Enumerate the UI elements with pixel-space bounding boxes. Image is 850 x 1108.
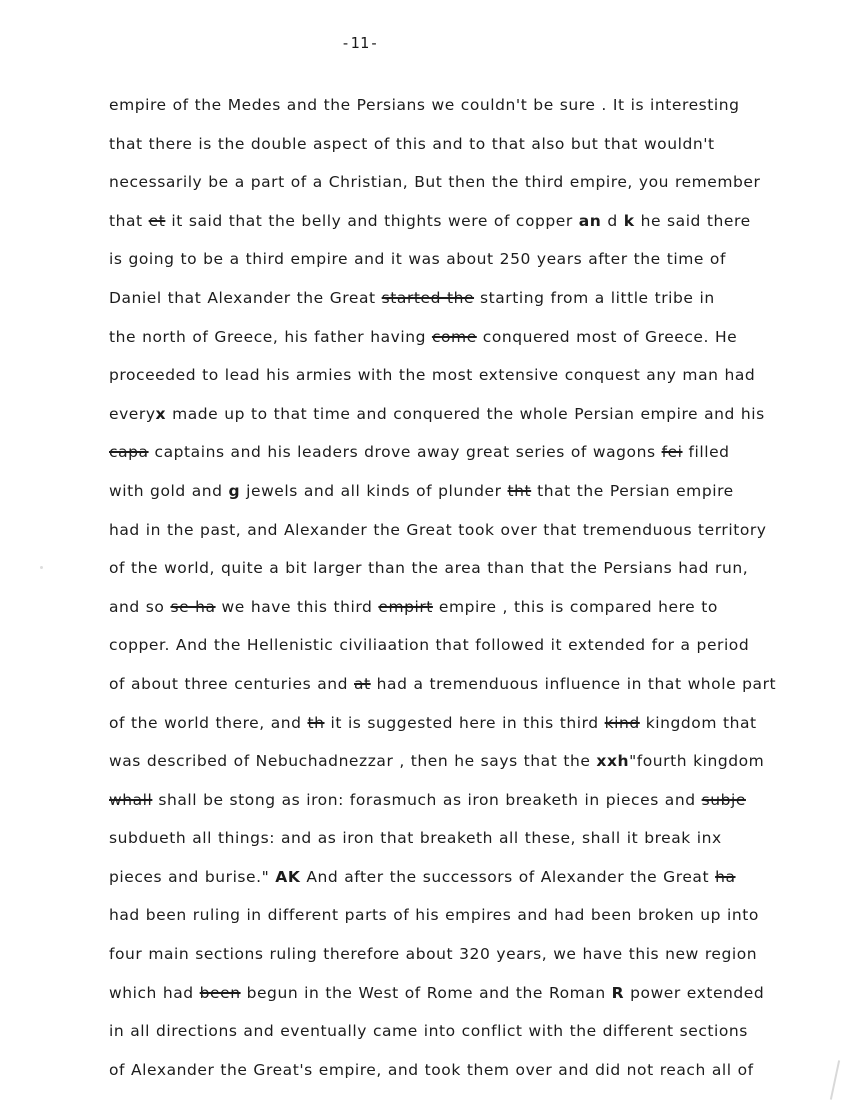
struck-text: th xyxy=(307,713,325,732)
struck-text: empirt xyxy=(378,597,433,616)
text-segment: we have this third xyxy=(215,597,379,616)
text-line xyxy=(109,671,789,710)
struck-text: tht xyxy=(507,481,532,500)
text-segment: of the world, quite a bit larger than the area than that the Persians had run, xyxy=(109,559,749,578)
text-segment: the north of Greece, his father having xyxy=(109,327,432,346)
text-segment: proceeded to lead his armies with the most extensive conquest any man had xyxy=(109,366,756,385)
text-segment: with gold and xyxy=(109,481,229,500)
text-segment: "fourth kingdom xyxy=(629,752,765,771)
text-line xyxy=(109,825,789,864)
struck-text: se ha xyxy=(170,597,216,616)
text-segment: of the world there, and xyxy=(109,713,308,732)
text-segment: made up to that time and conquered the whole Persian empire and his xyxy=(166,404,765,423)
text-segment: that the Persian empire xyxy=(531,481,734,500)
text-line xyxy=(109,864,789,903)
text-segment: necessarily be a part of a Christian, But then the third empire, you remember xyxy=(109,173,761,192)
text-line xyxy=(109,208,789,247)
struck-text: whall xyxy=(109,790,153,809)
text-segment: subdueth all things: and as iron that breaketh all these, shall it break inx xyxy=(109,829,722,848)
text-line xyxy=(109,632,789,671)
text-segment: filled xyxy=(682,443,730,462)
text-line xyxy=(109,555,789,594)
text-segment: d xyxy=(601,211,624,230)
text-segment: every xyxy=(109,404,156,423)
stray-mark xyxy=(40,566,43,569)
overtyped-text: g xyxy=(228,481,241,500)
struck-text: ha xyxy=(715,867,736,886)
struck-text: capa xyxy=(109,443,149,462)
overtyped-text: k xyxy=(623,211,635,230)
body-paragraph xyxy=(109,92,789,1095)
text-segment: was described of Nebuchadnezzar , then he says that the xyxy=(109,752,597,771)
text-segment: starting from a little tribe in xyxy=(474,288,715,307)
text-segment: which had xyxy=(109,983,200,1002)
struck-text: kind xyxy=(604,713,640,732)
text-line xyxy=(109,748,789,787)
text-segment: he said there xyxy=(634,211,751,230)
text-line xyxy=(109,902,789,941)
text-line xyxy=(109,362,789,401)
text-segment: had in the past, and Alexander the Great took over that tremenduous territory xyxy=(109,520,767,539)
text-line xyxy=(109,478,789,517)
text-segment: in all directions and eventually came into conflict with the different sections xyxy=(109,1022,748,1041)
text-line xyxy=(109,941,789,980)
text-segment: had been ruling in different parts of his empires and had been broken up into xyxy=(109,906,759,925)
text-line xyxy=(109,594,789,633)
margin-pencil-mark xyxy=(830,1060,840,1100)
struck-text: started the xyxy=(381,288,475,307)
text-line xyxy=(109,710,789,749)
text-segment: copper. And the Hellenistic civiliaation that followed it extended for a period xyxy=(109,636,750,655)
overtyped-text: x xyxy=(155,404,167,423)
text-segment: of about three centuries and xyxy=(109,674,354,693)
text-line xyxy=(109,517,789,556)
text-segment: is going to be a third empire and it was about 250 years after the time of xyxy=(109,250,726,269)
text-segment: empire of the Medes and the Persians we couldn't be sure . It is interesting xyxy=(109,96,740,114)
overtyped-text: an xyxy=(578,211,602,230)
text-segment: kingdom that xyxy=(639,713,757,732)
text-line xyxy=(109,246,789,285)
overtyped-text: AK xyxy=(275,867,301,886)
text-line xyxy=(109,787,789,826)
text-line xyxy=(109,439,789,478)
struck-text: at xyxy=(354,674,371,693)
text-segment: shall be stong as iron: forasmuch as iron breaketh in pieces and xyxy=(152,790,702,809)
text-line xyxy=(109,1057,789,1096)
text-line xyxy=(109,92,789,131)
text-line xyxy=(109,285,789,324)
text-segment: captains and his leaders drove away great series of wagons xyxy=(148,443,662,462)
text-line xyxy=(109,169,789,208)
text-segment: that there is the double aspect of this and to that also but that wouldn't xyxy=(109,134,715,153)
text-segment: Daniel that Alexander the Great xyxy=(109,288,382,307)
text-segment: empire , this is compared here to xyxy=(432,597,718,616)
struck-text: et xyxy=(148,211,166,230)
text-segment: it is suggested here in this third xyxy=(324,713,605,732)
struck-text: been xyxy=(199,983,241,1002)
overtyped-text: xxh xyxy=(596,752,630,771)
struck-text: come xyxy=(431,327,477,346)
text-segment: begun in the West of Rome and the Roman xyxy=(240,983,612,1002)
text-line xyxy=(109,980,789,1019)
text-line xyxy=(109,324,789,363)
text-line xyxy=(109,1018,789,1057)
struck-text: subje xyxy=(701,790,746,809)
text-segment: conquered most of Greece. He xyxy=(476,327,738,346)
text-segment: pieces and burise." xyxy=(109,867,276,886)
text-segment: of Alexander the Great's empire, and took them over and did not reach all of xyxy=(109,1060,754,1079)
struck-text: fei xyxy=(661,443,683,462)
text-segment: that xyxy=(109,211,149,230)
overtyped-text: R xyxy=(611,983,625,1002)
text-segment: jewels and all kinds of plunder xyxy=(240,481,508,500)
text-segment: it said that the belly and thights were of copper xyxy=(165,211,579,230)
text-line xyxy=(109,401,789,440)
page-number: -11- xyxy=(340,34,380,52)
text-segment: had a tremenduous influence in that whole part xyxy=(370,674,777,693)
text-segment: And after the successors of Alexander the Great xyxy=(300,867,716,886)
text-line xyxy=(109,131,789,170)
text-segment: and so xyxy=(109,597,171,616)
text-segment: power extended xyxy=(624,983,765,1002)
text-segment: four main sections ruling therefore about 320 years, we have this new region xyxy=(109,945,758,964)
